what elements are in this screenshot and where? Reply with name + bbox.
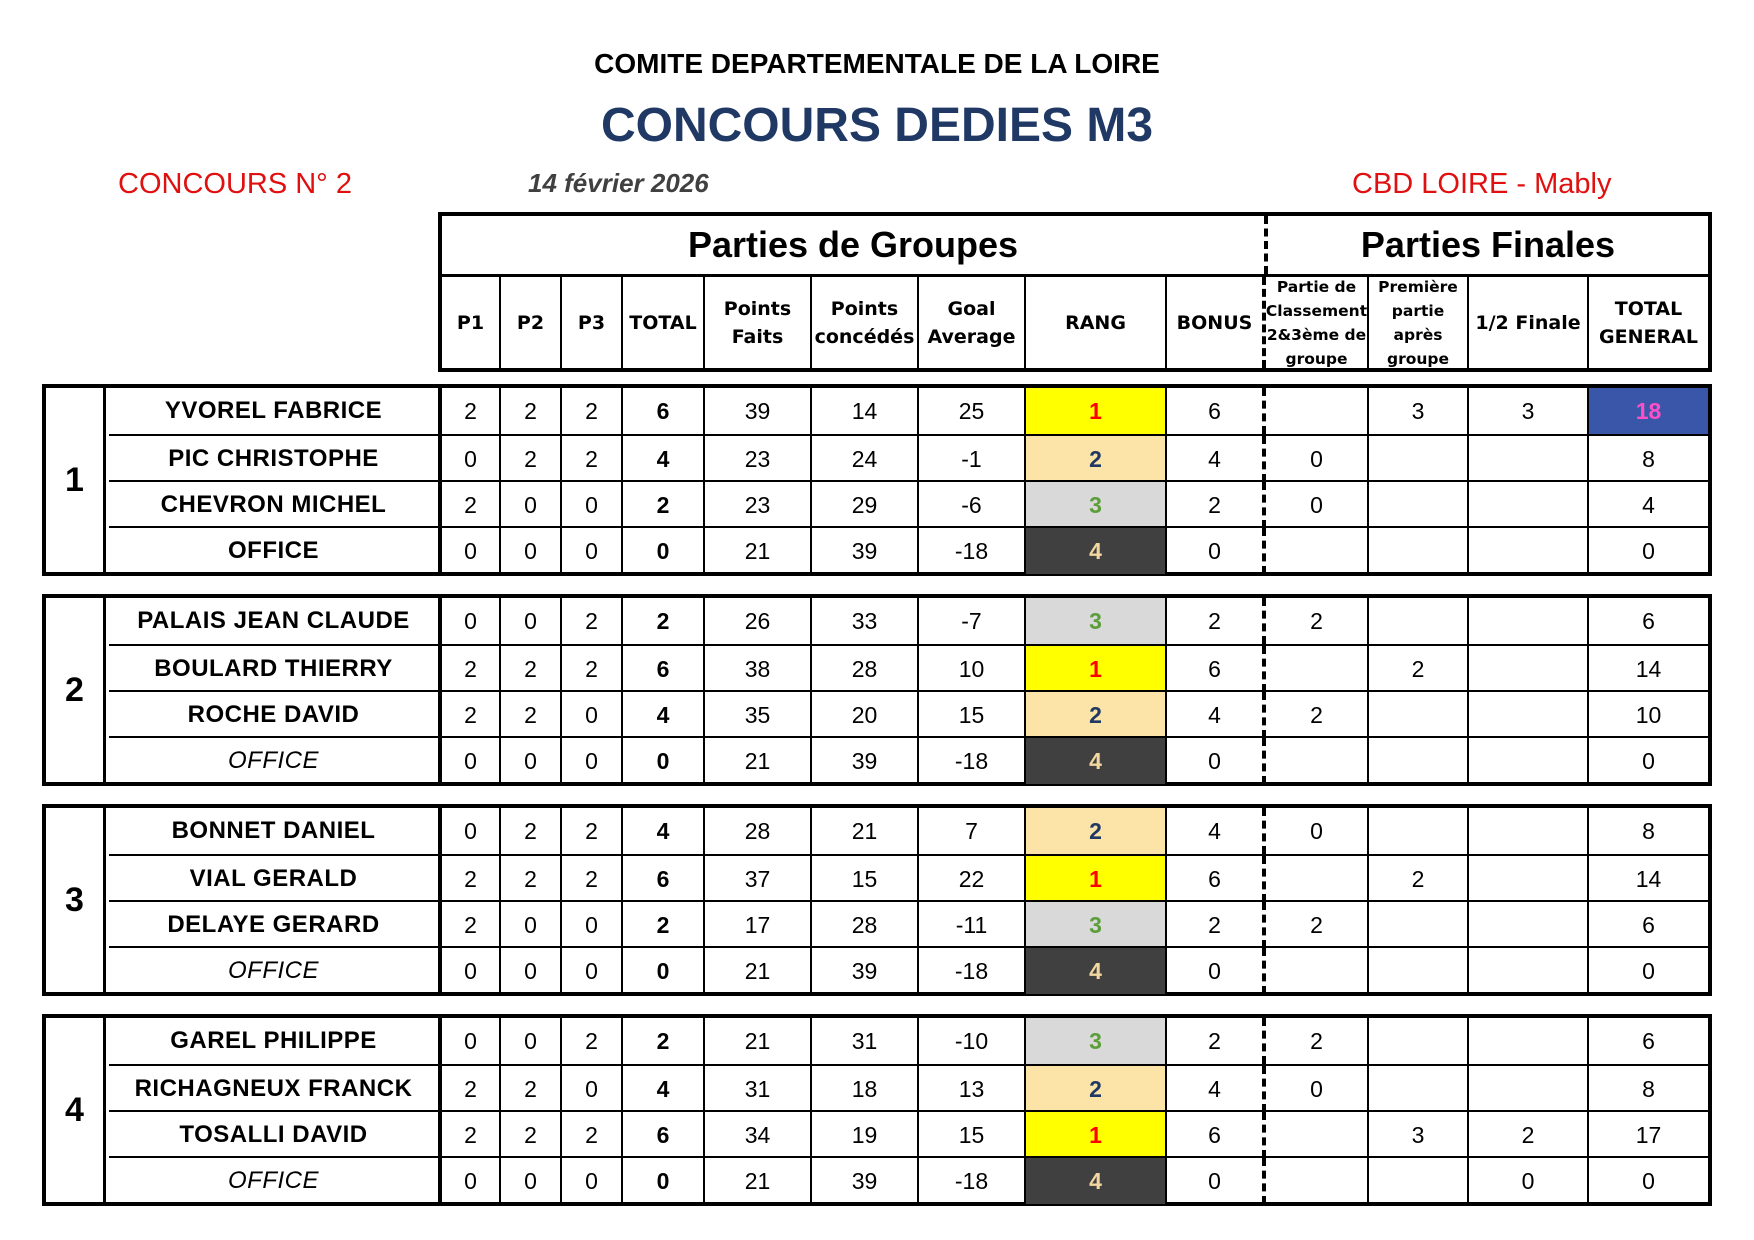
cell-p3: 0 <box>562 1158 623 1204</box>
table-header <box>438 212 1712 372</box>
cell-ga: -6 <box>919 482 1026 528</box>
cell-rang: 1 <box>1026 1112 1167 1158</box>
cell-total: 6 <box>623 856 705 902</box>
cell-name: YVOREL FABRICE <box>109 388 442 434</box>
group-number: 2 <box>46 598 106 782</box>
cell-pc: 28 <box>812 646 919 692</box>
cell-ga: -18 <box>919 1158 1026 1204</box>
cell-name: ROCHE DAVID <box>109 692 442 738</box>
cell-rang: 3 <box>1026 598 1167 644</box>
cell-bonus: 4 <box>1167 1066 1266 1112</box>
cell-pf: 26 <box>705 598 812 644</box>
cell-rang: 2 <box>1026 436 1167 482</box>
cell-bonus: 6 <box>1167 646 1266 692</box>
cell-demi <box>1469 598 1589 644</box>
group-number: 4 <box>46 1018 106 1202</box>
cell-demi: 3 <box>1469 388 1589 434</box>
cell-pf: 34 <box>705 1112 812 1158</box>
cell-total-general: 0 <box>1642 747 1655 774</box>
cell-p1: 2 <box>442 646 501 692</box>
cell-pf: 17 <box>705 902 812 948</box>
cell-p3: 0 <box>562 738 623 784</box>
cell-pc: 39 <box>812 528 919 574</box>
cell-pc: 28 <box>812 902 919 948</box>
cell-pf: 23 <box>705 482 812 528</box>
cell-name: OFFICE <box>109 1158 442 1204</box>
cell-ga: -11 <box>919 902 1026 948</box>
table-row <box>109 1156 1708 1204</box>
cell-demi: 2 <box>1469 1112 1589 1158</box>
col-header-points-faits-line1: Points <box>723 297 792 320</box>
cell-p3: 2 <box>562 436 623 482</box>
col-header-classement-line1: Partie de <box>1276 277 1357 296</box>
cell-p2: 0 <box>501 1158 562 1204</box>
cell-p1: 2 <box>442 856 501 902</box>
cell-demi <box>1469 528 1589 574</box>
cell-pf: 35 <box>705 692 812 738</box>
cell-p3: 2 <box>562 1018 623 1064</box>
cell-p3: 2 <box>562 646 623 692</box>
cell-ga: -10 <box>919 1018 1026 1064</box>
cell-bonus: 0 <box>1167 948 1266 994</box>
cell-demi <box>1469 1066 1589 1112</box>
cell-premiere <box>1369 1158 1469 1204</box>
cell-p3: 0 <box>562 528 623 574</box>
cell-rang: 3 <box>1026 1018 1167 1064</box>
cell-name: VIAL GERALD <box>109 856 442 902</box>
cell-demi <box>1469 948 1589 994</box>
col-header-p2: P2 <box>501 277 562 368</box>
cell-pc: 39 <box>812 738 919 784</box>
cell-classement <box>1266 1158 1369 1204</box>
cell-bonus: 0 <box>1167 738 1266 784</box>
cell-classement: 2 <box>1266 1018 1369 1064</box>
cell-p1: 2 <box>442 482 501 528</box>
cell-p1: 0 <box>442 436 501 482</box>
cell-premiere <box>1369 436 1469 482</box>
col-header-bonus: BONUS <box>1167 277 1266 368</box>
col-header-premiere-line2: partie après <box>1391 301 1445 344</box>
cell-p2: 2 <box>501 856 562 902</box>
cell-demi <box>1469 436 1589 482</box>
cell-pc: 24 <box>812 436 919 482</box>
cell-total-general: 10 <box>1635 701 1662 728</box>
table-row <box>109 1110 1708 1158</box>
cell-total-general: 8 <box>1642 817 1655 844</box>
cell-p3: 0 <box>562 902 623 948</box>
cell-p3: 0 <box>562 482 623 528</box>
cell-p2: 0 <box>501 738 562 784</box>
cell-bonus: 6 <box>1167 1112 1266 1158</box>
group-3 <box>42 804 1712 996</box>
table-row <box>109 480 1708 528</box>
cell-p1: 2 <box>442 388 501 434</box>
cell-bonus: 6 <box>1167 856 1266 902</box>
cell-pf: 37 <box>705 856 812 902</box>
cell-total: 6 <box>623 388 705 434</box>
cell-premiere <box>1369 1018 1469 1064</box>
cell-p2: 2 <box>501 388 562 434</box>
cell-demi <box>1469 738 1589 784</box>
group-2 <box>42 594 1712 786</box>
cell-rang: 4 <box>1026 948 1167 994</box>
cell-premiere <box>1369 808 1469 854</box>
cell-name: GAREL PHILIPPE <box>109 1018 442 1064</box>
cell-total: 2 <box>623 598 705 644</box>
cell-p3: 2 <box>562 1112 623 1158</box>
cell-rang: 3 <box>1026 482 1167 528</box>
cell-total-general: 0 <box>1642 1167 1655 1194</box>
cell-bonus: 6 <box>1167 388 1266 434</box>
cell-pc: 31 <box>812 1018 919 1064</box>
cell-ga: 25 <box>919 388 1026 434</box>
table-row <box>109 736 1708 784</box>
cell-pc: 33 <box>812 598 919 644</box>
cell-total: 2 <box>623 1018 705 1064</box>
cell-total-general: 8 <box>1642 1075 1655 1102</box>
cell-premiere <box>1369 598 1469 644</box>
cell-p2: 0 <box>501 598 562 644</box>
cell-premiere: 3 <box>1369 388 1469 434</box>
col-header-classement-line4: groupe <box>1285 349 1348 368</box>
cell-total: 4 <box>623 1066 705 1112</box>
col-header-premiere <box>1369 277 1469 368</box>
cell-ga: 15 <box>919 692 1026 738</box>
cell-total-general: 0 <box>1642 537 1655 564</box>
cell-name: BONNET DANIEL <box>109 808 442 854</box>
cell-demi <box>1469 808 1589 854</box>
cell-name: DELAYE GERARD <box>109 902 442 948</box>
col-header-points-concedes-line1: Points <box>830 297 899 320</box>
cell-total-general: 6 <box>1642 911 1655 938</box>
cell-total: 6 <box>623 646 705 692</box>
cell-pf: 21 <box>705 1158 812 1204</box>
col-header-premiere-line3: groupe <box>1386 349 1450 368</box>
contest-date: 14 février 2026 <box>528 168 709 198</box>
cell-p2: 0 <box>501 528 562 574</box>
cell-p2: 0 <box>501 948 562 994</box>
cell-bonus: 4 <box>1167 808 1266 854</box>
cell-total-general: 18 <box>1589 388 1708 434</box>
cell-classement <box>1266 948 1369 994</box>
group-1 <box>42 384 1712 576</box>
cell-classement: 0 <box>1266 436 1369 482</box>
cell-total-general: 17 <box>1635 1121 1662 1148</box>
cell-premiere <box>1369 948 1469 994</box>
cell-ga: 22 <box>919 856 1026 902</box>
cell-rang: 1 <box>1026 646 1167 692</box>
cell-premiere: 3 <box>1369 1112 1469 1158</box>
col-header-points-concedes <box>812 277 919 368</box>
cell-premiere <box>1369 692 1469 738</box>
col-header-classement <box>1266 277 1369 368</box>
cell-p2: 2 <box>501 1066 562 1112</box>
table-row <box>109 644 1708 692</box>
cell-name: PIC CHRISTOPHE <box>109 436 442 482</box>
cell-ga: -18 <box>919 948 1026 994</box>
cell-p3: 0 <box>562 692 623 738</box>
cell-name: PALAIS JEAN CLAUDE <box>109 598 442 644</box>
cell-p2: 2 <box>501 808 562 854</box>
table-row <box>109 854 1708 902</box>
cell-classement <box>1266 646 1369 692</box>
cell-p2: 2 <box>501 646 562 692</box>
cell-pf: 23 <box>705 436 812 482</box>
cell-demi <box>1469 646 1589 692</box>
cell-pc: 29 <box>812 482 919 528</box>
cell-rang: 2 <box>1026 808 1167 854</box>
cell-total: 0 <box>623 1158 705 1204</box>
cell-premiere <box>1369 528 1469 574</box>
cell-name: OFFICE <box>109 738 442 784</box>
cell-pf: 21 <box>705 1018 812 1064</box>
cell-ga: 7 <box>919 808 1026 854</box>
cell-p1: 0 <box>442 808 501 854</box>
cell-p1: 2 <box>442 1066 501 1112</box>
col-header-goal-average-line2: Average <box>927 325 1016 348</box>
cell-total: 0 <box>623 528 705 574</box>
cell-ga: -1 <box>919 436 1026 482</box>
col-header-points-faits <box>705 277 812 368</box>
cell-pc: 21 <box>812 808 919 854</box>
cell-premiere: 2 <box>1369 856 1469 902</box>
col-header-demi-finale: 1/2 Finale <box>1469 277 1589 368</box>
cell-demi <box>1469 1018 1589 1064</box>
cell-bonus: 0 <box>1167 528 1266 574</box>
cell-pf: 21 <box>705 738 812 784</box>
cell-pf: 39 <box>705 388 812 434</box>
cell-classement <box>1266 856 1369 902</box>
cell-ga: -7 <box>919 598 1026 644</box>
cell-bonus: 2 <box>1167 598 1266 644</box>
cell-pf: 28 <box>705 808 812 854</box>
cell-total: 6 <box>623 1112 705 1158</box>
table-row <box>109 434 1708 482</box>
table-row <box>109 388 1708 434</box>
cell-p1: 2 <box>442 902 501 948</box>
col-header-points-faits-line2: Faits <box>731 325 784 348</box>
cell-bonus: 4 <box>1167 436 1266 482</box>
cell-p2: 2 <box>501 436 562 482</box>
cell-p1: 0 <box>442 738 501 784</box>
cell-p1: 2 <box>442 692 501 738</box>
cell-pc: 15 <box>812 856 919 902</box>
cell-demi <box>1469 856 1589 902</box>
table-row <box>109 598 1708 644</box>
cell-p1: 0 <box>442 528 501 574</box>
table-row <box>109 1064 1708 1112</box>
cell-total-general: 6 <box>1642 1027 1655 1054</box>
cell-pc: 14 <box>812 388 919 434</box>
cell-pc: 20 <box>812 692 919 738</box>
cell-classement: 2 <box>1266 692 1369 738</box>
col-header-total-general-line1: TOTAL <box>1614 297 1683 320</box>
cell-pf: 21 <box>705 948 812 994</box>
cell-p1: 0 <box>442 1018 501 1064</box>
cell-demi <box>1469 482 1589 528</box>
cell-demi <box>1469 692 1589 738</box>
cell-pf: 21 <box>705 528 812 574</box>
cell-bonus: 2 <box>1167 482 1266 528</box>
cell-total-general: 4 <box>1642 491 1655 518</box>
cell-bonus: 0 <box>1167 1158 1266 1204</box>
cell-classement <box>1266 528 1369 574</box>
cell-pc: 19 <box>812 1112 919 1158</box>
cell-ga: -18 <box>919 528 1026 574</box>
group-number: 1 <box>46 388 106 572</box>
cell-rang: 4 <box>1026 738 1167 784</box>
col-header-goal-average-line1: Goal <box>947 297 996 320</box>
cell-pc: 39 <box>812 948 919 994</box>
contest-venue: CBD LOIRE - Mably <box>1352 168 1612 200</box>
col-header-points-concedes-line2: concédés <box>814 325 915 348</box>
table-row <box>109 808 1708 854</box>
cell-total: 4 <box>623 692 705 738</box>
cell-premiere <box>1369 482 1469 528</box>
cell-premiere <box>1369 902 1469 948</box>
cell-rang: 4 <box>1026 1158 1167 1204</box>
cell-total: 4 <box>623 436 705 482</box>
table-row <box>109 1018 1708 1064</box>
col-header-rang: RANG <box>1026 277 1167 368</box>
cell-name: RICHAGNEUX FRANCK <box>109 1066 442 1112</box>
cell-premiere <box>1369 738 1469 784</box>
cell-rang: 2 <box>1026 692 1167 738</box>
cell-bonus: 2 <box>1167 1018 1266 1064</box>
cell-total-general: 6 <box>1642 607 1655 634</box>
cell-classement: 2 <box>1266 598 1369 644</box>
cell-rang: 1 <box>1026 856 1167 902</box>
cell-name: CHEVRON MICHEL <box>109 482 442 528</box>
cell-demi: 0 <box>1469 1158 1589 1204</box>
table-row <box>109 690 1708 738</box>
cell-premiere <box>1369 1066 1469 1112</box>
cell-premiere: 2 <box>1369 646 1469 692</box>
cell-p1: 0 <box>442 1158 501 1204</box>
col-header-classement-line3: 2&3ème de <box>1266 325 1367 344</box>
group-number: 3 <box>46 808 106 992</box>
col-header-premiere-line1: Première <box>1378 277 1458 296</box>
cell-classement <box>1266 738 1369 784</box>
cell-demi <box>1469 902 1589 948</box>
col-header-p3: P3 <box>562 277 623 368</box>
cell-p3: 0 <box>562 948 623 994</box>
cell-ga: 13 <box>919 1066 1026 1112</box>
cell-pf: 31 <box>705 1066 812 1112</box>
col-header-p1: P1 <box>442 277 501 368</box>
cell-p3: 2 <box>562 598 623 644</box>
cell-rang: 4 <box>1026 528 1167 574</box>
cell-ga: 10 <box>919 646 1026 692</box>
cell-pc: 18 <box>812 1066 919 1112</box>
cell-ga: 15 <box>919 1112 1026 1158</box>
table-row <box>109 900 1708 948</box>
cell-pf: 38 <box>705 646 812 692</box>
cell-total: 2 <box>623 482 705 528</box>
cell-classement <box>1266 1112 1369 1158</box>
organization-title: COMITE DEPARTEMENTALE DE LA LOIRE <box>594 48 1160 79</box>
cell-total: 0 <box>623 948 705 994</box>
cell-total-general: 0 <box>1642 957 1655 984</box>
cell-p1: 0 <box>442 948 501 994</box>
table-row <box>109 946 1708 994</box>
cell-name: BOULARD THIERRY <box>109 646 442 692</box>
cell-bonus: 2 <box>1167 902 1266 948</box>
cell-pc: 39 <box>812 1158 919 1204</box>
col-header-total-general <box>1589 277 1708 368</box>
cell-total: 4 <box>623 808 705 854</box>
cell-name: OFFICE <box>109 528 442 574</box>
cell-classement: 0 <box>1266 808 1369 854</box>
cell-p3: 2 <box>562 388 623 434</box>
cell-name: OFFICE <box>109 948 442 994</box>
cell-total-general: 8 <box>1642 445 1655 472</box>
cell-bonus: 4 <box>1167 692 1266 738</box>
cell-p1: 0 <box>442 598 501 644</box>
cell-p2: 0 <box>501 482 562 528</box>
col-header-total: TOTAL <box>623 277 705 368</box>
col-header-total-general-line2: GENERAL <box>1599 325 1698 348</box>
cell-total: 0 <box>623 738 705 784</box>
cell-classement: 2 <box>1266 902 1369 948</box>
group-4 <box>42 1014 1712 1206</box>
cell-rang: 1 <box>1026 388 1167 434</box>
cell-name: TOSALLI DAVID <box>109 1112 442 1158</box>
cell-p2: 0 <box>501 902 562 948</box>
cell-p2: 0 <box>501 1018 562 1064</box>
cell-p3: 0 <box>562 1066 623 1112</box>
cell-total-general: 14 <box>1635 865 1662 892</box>
cell-classement <box>1266 388 1369 434</box>
cell-total-general: 14 <box>1635 655 1662 682</box>
cell-p3: 2 <box>562 808 623 854</box>
cell-rang: 3 <box>1026 902 1167 948</box>
cell-p3: 2 <box>562 856 623 902</box>
col-header-classement-line2: Classement <box>1265 301 1368 320</box>
cell-p2: 2 <box>501 692 562 738</box>
section-parties-finales: Parties Finales <box>1360 224 1616 265</box>
cell-classement: 0 <box>1266 1066 1369 1112</box>
cell-rang: 2 <box>1026 1066 1167 1112</box>
contest-number: CONCOURS N° 2 <box>118 168 352 200</box>
cell-ga: -18 <box>919 738 1026 784</box>
col-header-goal-average <box>919 277 1026 368</box>
cell-total: 2 <box>623 902 705 948</box>
page-title: CONCOURS DEDIES M3 <box>600 99 1154 152</box>
table-row <box>109 526 1708 574</box>
cell-p2: 2 <box>501 1112 562 1158</box>
section-parties-de-groupes: Parties de Groupes <box>687 224 1019 265</box>
cell-p1: 2 <box>442 1112 501 1158</box>
cell-classement: 0 <box>1266 482 1369 528</box>
